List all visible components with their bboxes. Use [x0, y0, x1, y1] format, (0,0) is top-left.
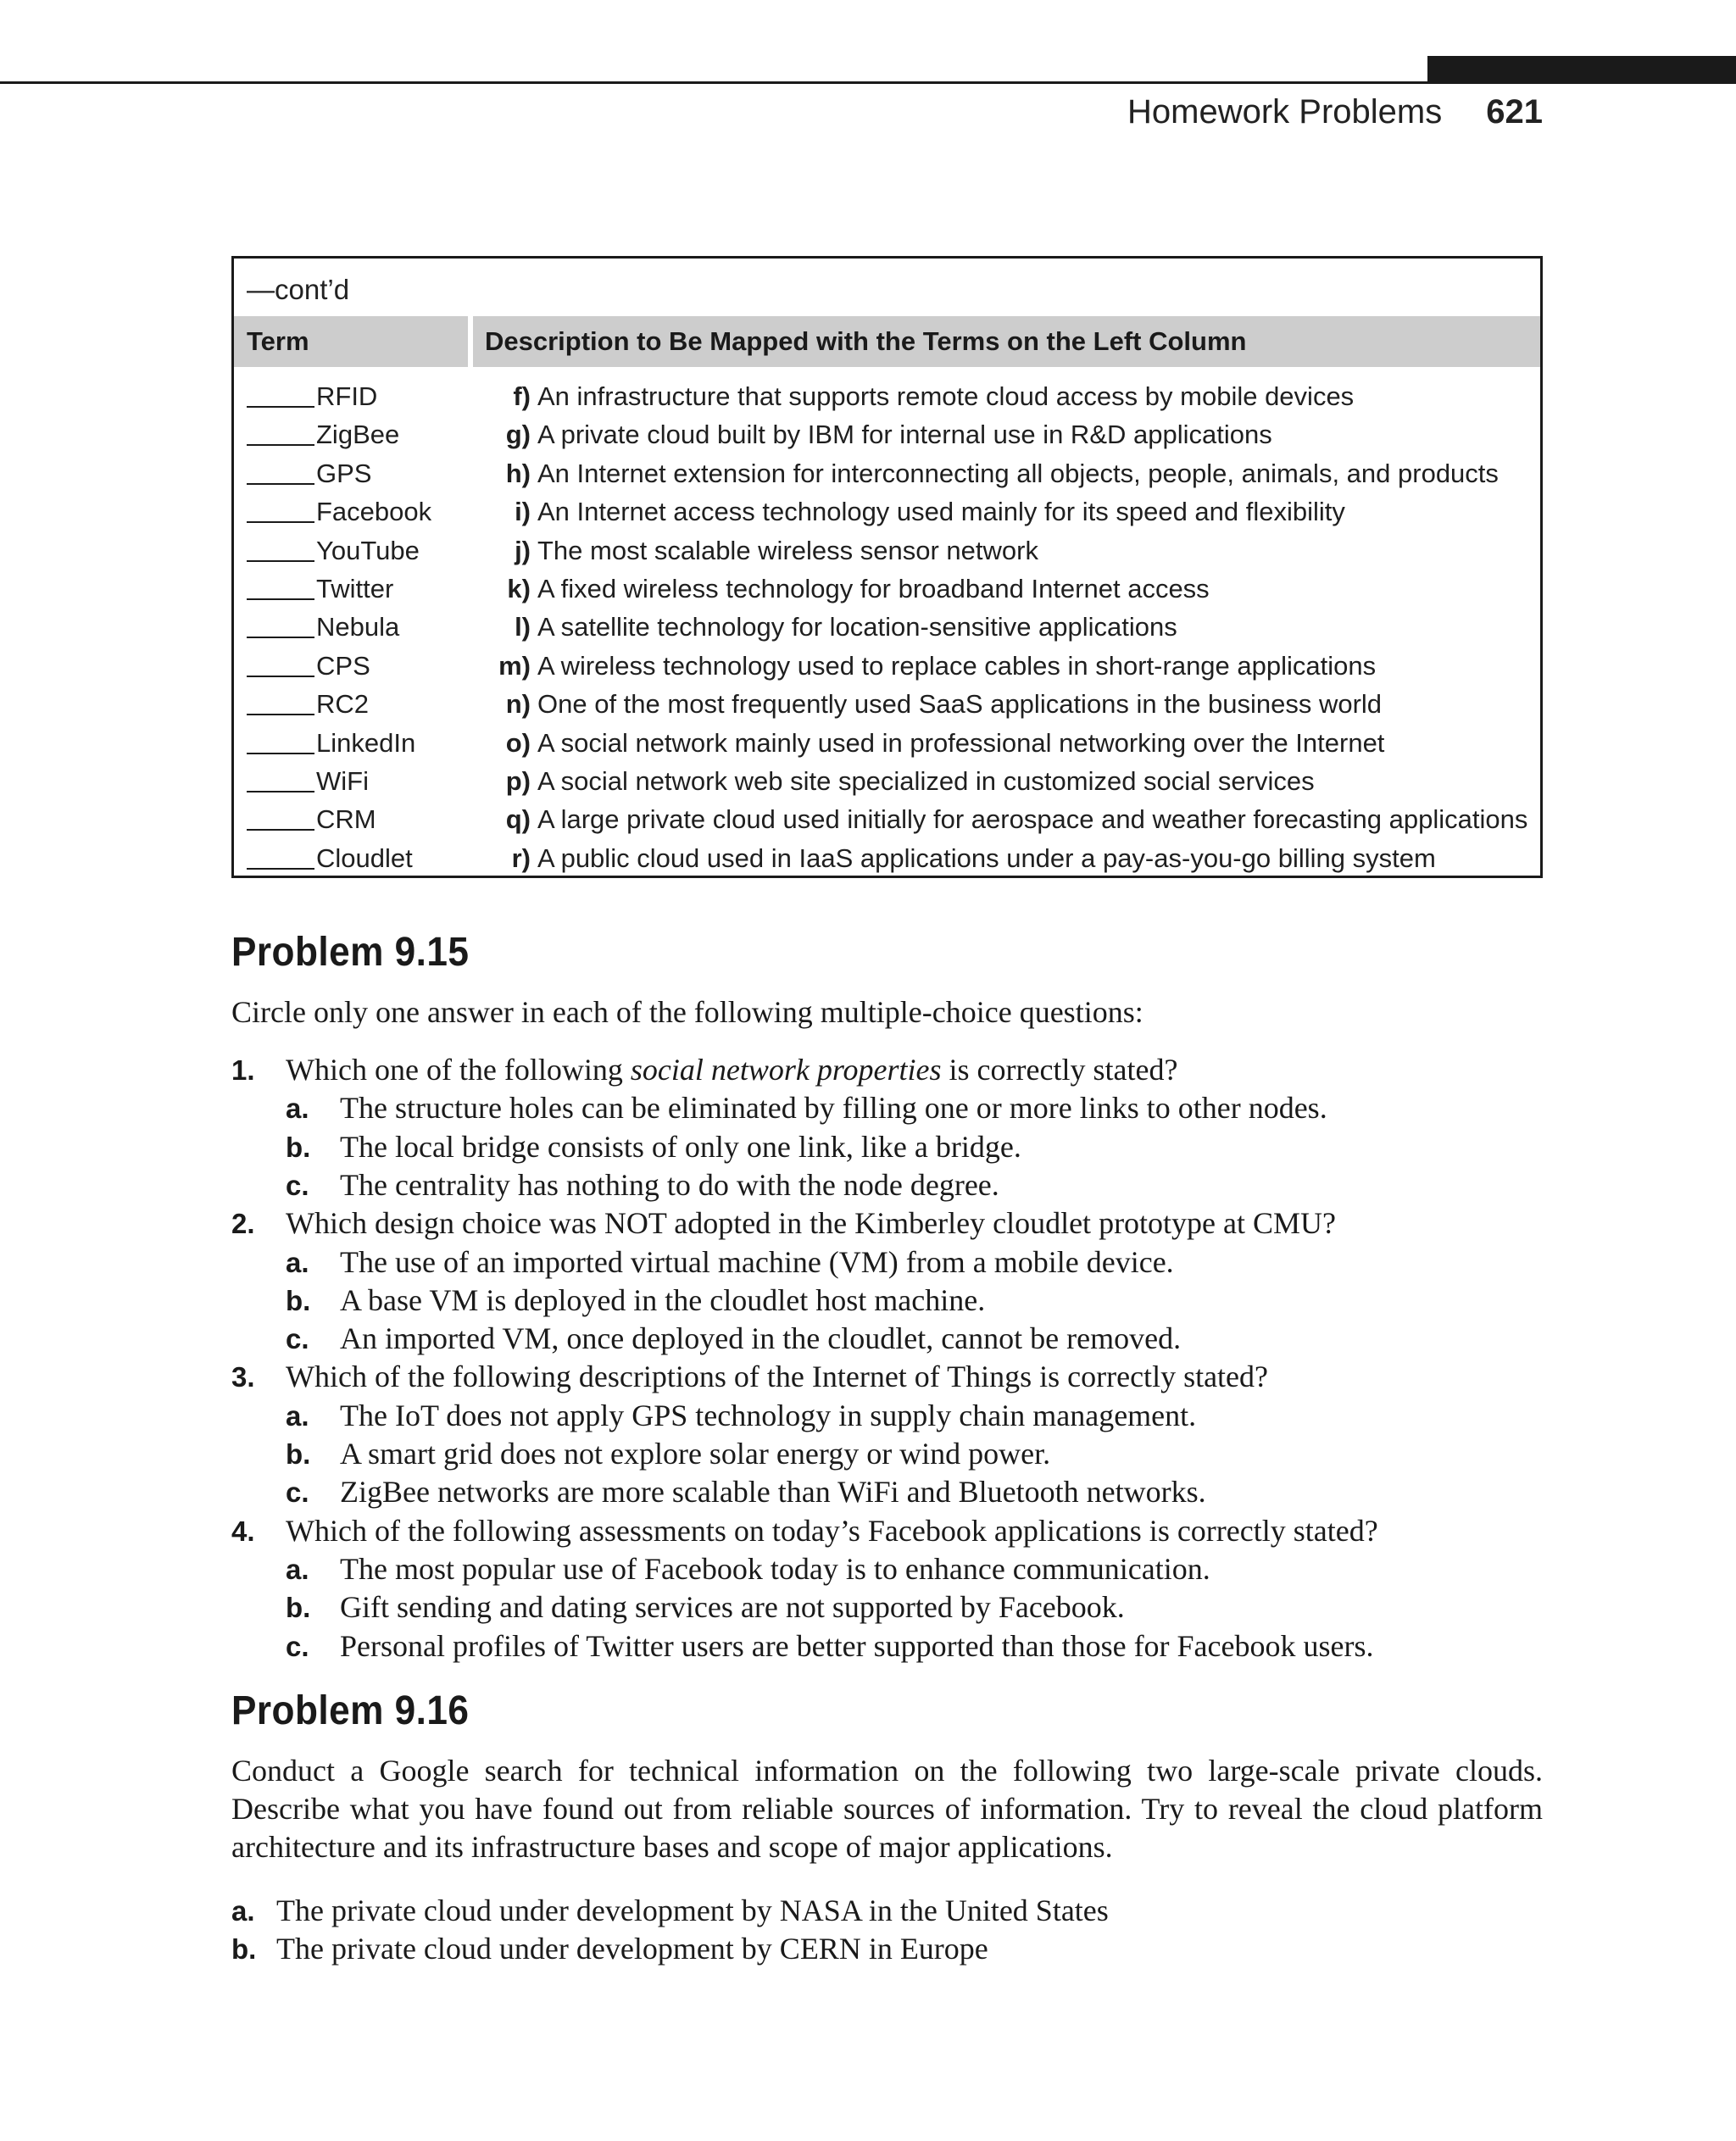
- description-cell: A wireless technology used to replace cables in short-range applications: [537, 650, 1377, 681]
- option-label: c.: [286, 1169, 309, 1201]
- answer-option[interactable]: [286, 1282, 985, 1320]
- term-cell: Facebook: [316, 497, 432, 527]
- matching-table: [231, 256, 1543, 878]
- table-row: [234, 762, 1540, 800]
- table-row: [234, 724, 1540, 762]
- option-label: b.: [286, 1131, 311, 1163]
- option-text: The structure holes can be eliminated by filling one or more links to other nodes.: [340, 1091, 1327, 1126]
- question-text: Which one of the following social network properties is correctly stated?: [286, 1053, 1178, 1087]
- question: [231, 1358, 1268, 1396]
- option-text: The local bridge consists of only one link, like a bridge.: [340, 1129, 1021, 1164]
- question: [231, 1204, 1336, 1243]
- answer-blank[interactable]: [247, 598, 314, 600]
- option-letter: k): [507, 573, 531, 603]
- answer-option[interactable]: [286, 1128, 1021, 1166]
- option-text: The use of an imported virtual machine (VM) from a mobile device.: [340, 1244, 1174, 1279]
- answer-option[interactable]: [286, 1627, 1373, 1666]
- description-cell: A private cloud built by IBM for internal use in R&D applications: [537, 420, 1272, 450]
- answer-blank[interactable]: [247, 868, 314, 870]
- option-text: A smart grid does not explore solar energy or wind power.: [340, 1437, 1051, 1471]
- item-label: b.: [231, 1933, 257, 1966]
- answer-option[interactable]: [286, 1550, 1210, 1588]
- option-letter: r): [511, 842, 531, 873]
- option-text: The most popular use of Facebook today is to enhance communication.: [340, 1551, 1210, 1586]
- description-cell: An Internet extension for interconnecting all objects, people, animals, and products: [537, 458, 1499, 488]
- term-cell: CPS: [316, 650, 370, 681]
- answer-option[interactable]: [286, 1166, 999, 1204]
- term-cell: Nebula: [316, 612, 400, 642]
- answer-blank[interactable]: [247, 483, 314, 485]
- table-row: [234, 377, 1540, 415]
- header-rule: [0, 81, 1736, 84]
- table-row: [234, 454, 1540, 492]
- problem-915-intro: Circle only one answer in each of the following multiple-choice questions:: [231, 995, 1143, 1029]
- table-row: [234, 531, 1540, 570]
- table-row: [234, 839, 1540, 877]
- cont-label: —cont’d: [247, 274, 350, 305]
- term-column-header: Term: [234, 316, 468, 367]
- item-text: The private cloud under development by CERN in Europe: [276, 1932, 988, 1966]
- term-cell: WiFi: [316, 765, 369, 796]
- description-cell: A social network mainly used in professional networking over the Internet: [537, 727, 1385, 758]
- table-header: [234, 316, 1540, 367]
- option-text: Personal profiles of Twitter users are better supported than those for Facebook users.: [340, 1628, 1374, 1663]
- answer-option[interactable]: [286, 1435, 1050, 1473]
- option-letter: m): [498, 650, 531, 681]
- description-cell: An Internet access technology used mainly for its speed and flexibility: [537, 497, 1345, 527]
- item-label: a.: [231, 1895, 255, 1927]
- term-cell: GPS: [316, 458, 372, 488]
- option-letter: n): [505, 689, 531, 720]
- option-label: a.: [286, 1246, 309, 1278]
- option-label: a.: [286, 1399, 309, 1432]
- term-cell: Cloudlet: [316, 842, 413, 873]
- table-row: [234, 608, 1540, 646]
- option-text: The centrality has nothing to do with the node degree.: [340, 1167, 999, 1202]
- table-row: [234, 415, 1540, 453]
- problem-916-title: Problem 9.16: [231, 1688, 470, 1733]
- answer-blank[interactable]: [247, 676, 314, 677]
- question: [231, 1512, 1378, 1550]
- description-cell: A social network web site specialized in customized social services: [537, 765, 1315, 796]
- answer-option[interactable]: [286, 1588, 1125, 1627]
- answer-blank[interactable]: [247, 714, 314, 715]
- option-text: An imported VM, once deployed in the cloudlet, cannot be removed.: [340, 1321, 1182, 1356]
- option-letter: h): [505, 458, 531, 488]
- option-letter: o): [505, 727, 531, 758]
- table-body: [234, 377, 1540, 877]
- question-number: 4.: [231, 1515, 255, 1547]
- option-letter: q): [505, 804, 531, 835]
- list-item: [231, 1892, 1109, 1930]
- term-cell: CRM: [316, 804, 376, 835]
- option-label: c.: [286, 1630, 309, 1662]
- description-cell: The most scalable wireless sensor network: [537, 535, 1038, 565]
- table-row: [234, 647, 1540, 685]
- answer-blank[interactable]: [247, 637, 314, 638]
- option-text: ZigBee networks are more scalable than WiFi and Bluetooth networks.: [340, 1475, 1206, 1510]
- header-bar-block: [1427, 56, 1736, 84]
- description-cell: A fixed wireless technology for broadband Internet access: [537, 573, 1210, 603]
- option-letter: i): [515, 497, 531, 527]
- option-letter: j): [515, 535, 531, 565]
- option-letter: f): [513, 381, 531, 411]
- problem-915-title: Problem 9.15: [231, 930, 470, 975]
- answer-option[interactable]: [286, 1473, 1206, 1511]
- answer-option[interactable]: [286, 1243, 1174, 1282]
- question-number: 1.: [231, 1054, 255, 1086]
- term-cell: ZigBee: [316, 420, 400, 450]
- problem-916-intro: Conduct a Google search for technical information on the following two large-scale private clouds. Describe what you have found out from reliable sources of information. Try to reveal the cloud platform architecture and its infrastructure bases and scope of major applications.: [231, 1754, 1543, 1864]
- question-number: 2.: [231, 1208, 255, 1240]
- option-label: b.: [286, 1284, 311, 1316]
- description-cell: A public cloud used in IaaS applications under a pay-as-you-go billing system: [537, 842, 1436, 873]
- option-letter: l): [515, 612, 531, 642]
- answer-blank[interactable]: [247, 521, 314, 523]
- answer-blank[interactable]: [247, 791, 314, 792]
- term-cell: YouTube: [316, 535, 420, 565]
- section-title: Homework Problems: [1127, 93, 1443, 131]
- answer-option[interactable]: [286, 1397, 1196, 1435]
- table-row: [234, 492, 1540, 531]
- term-cell: Twitter: [316, 573, 394, 603]
- list-item: [231, 1930, 988, 1968]
- item-text: The private cloud under development by NASA in the United States: [276, 1894, 1109, 1927]
- page-number: 621: [1486, 93, 1543, 131]
- option-label: a.: [286, 1093, 309, 1125]
- table-row: [234, 570, 1540, 608]
- description-cell: A large private cloud used initially for aerospace and weather forecasting applications: [537, 804, 1528, 835]
- option-text: A base VM is deployed in the cloudlet host machine.: [340, 1282, 986, 1317]
- option-label: b.: [286, 1592, 311, 1624]
- description-cell: One of the most frequently used SaaS applications in the business world: [537, 689, 1383, 720]
- answer-option[interactable]: [286, 1089, 1327, 1127]
- description-cell: An infrastructure that supports remote cloud access by mobile devices: [537, 381, 1355, 411]
- term-cell: RC2: [316, 689, 370, 720]
- option-label: c.: [286, 1323, 309, 1355]
- table-row: [234, 800, 1540, 838]
- option-letter: g): [505, 420, 531, 450]
- answer-blank[interactable]: [247, 829, 314, 831]
- answer-option[interactable]: [286, 1320, 1181, 1358]
- description-column-header: Description to Be Mapped with the Terms on the Left Column: [473, 316, 1540, 367]
- question-text: Which design choice was NOT adopted in the Kimberley cloudlet prototype at CMU?: [286, 1206, 1337, 1241]
- option-letter: p): [505, 765, 531, 796]
- answer-blank[interactable]: [247, 406, 314, 408]
- question-text: Which of the following assessments on today’s Facebook applications is correctly stated?: [286, 1513, 1378, 1548]
- table-row: [234, 685, 1540, 723]
- option-label: b.: [286, 1438, 311, 1470]
- question-text: Which of the following descriptions of the Internet of Things is correctly stated?: [286, 1360, 1269, 1394]
- question-number: 3.: [231, 1361, 255, 1393]
- option-label: c.: [286, 1476, 309, 1509]
- option-text: The IoT does not apply GPS technology in supply chain management.: [340, 1398, 1197, 1432]
- term-cell: LinkedIn: [316, 727, 416, 758]
- answer-blank[interactable]: [247, 560, 314, 562]
- option-label: a.: [286, 1553, 309, 1585]
- running-head: [1127, 93, 1543, 131]
- answer-blank[interactable]: [247, 444, 314, 446]
- option-text: Gift sending and dating services are not supported by Facebook.: [340, 1590, 1125, 1625]
- description-cell: A satellite technology for location-sensitive applications: [537, 612, 1177, 642]
- term-cell: RFID: [316, 381, 378, 411]
- question: [231, 1051, 1177, 1089]
- answer-blank[interactable]: [247, 753, 314, 754]
